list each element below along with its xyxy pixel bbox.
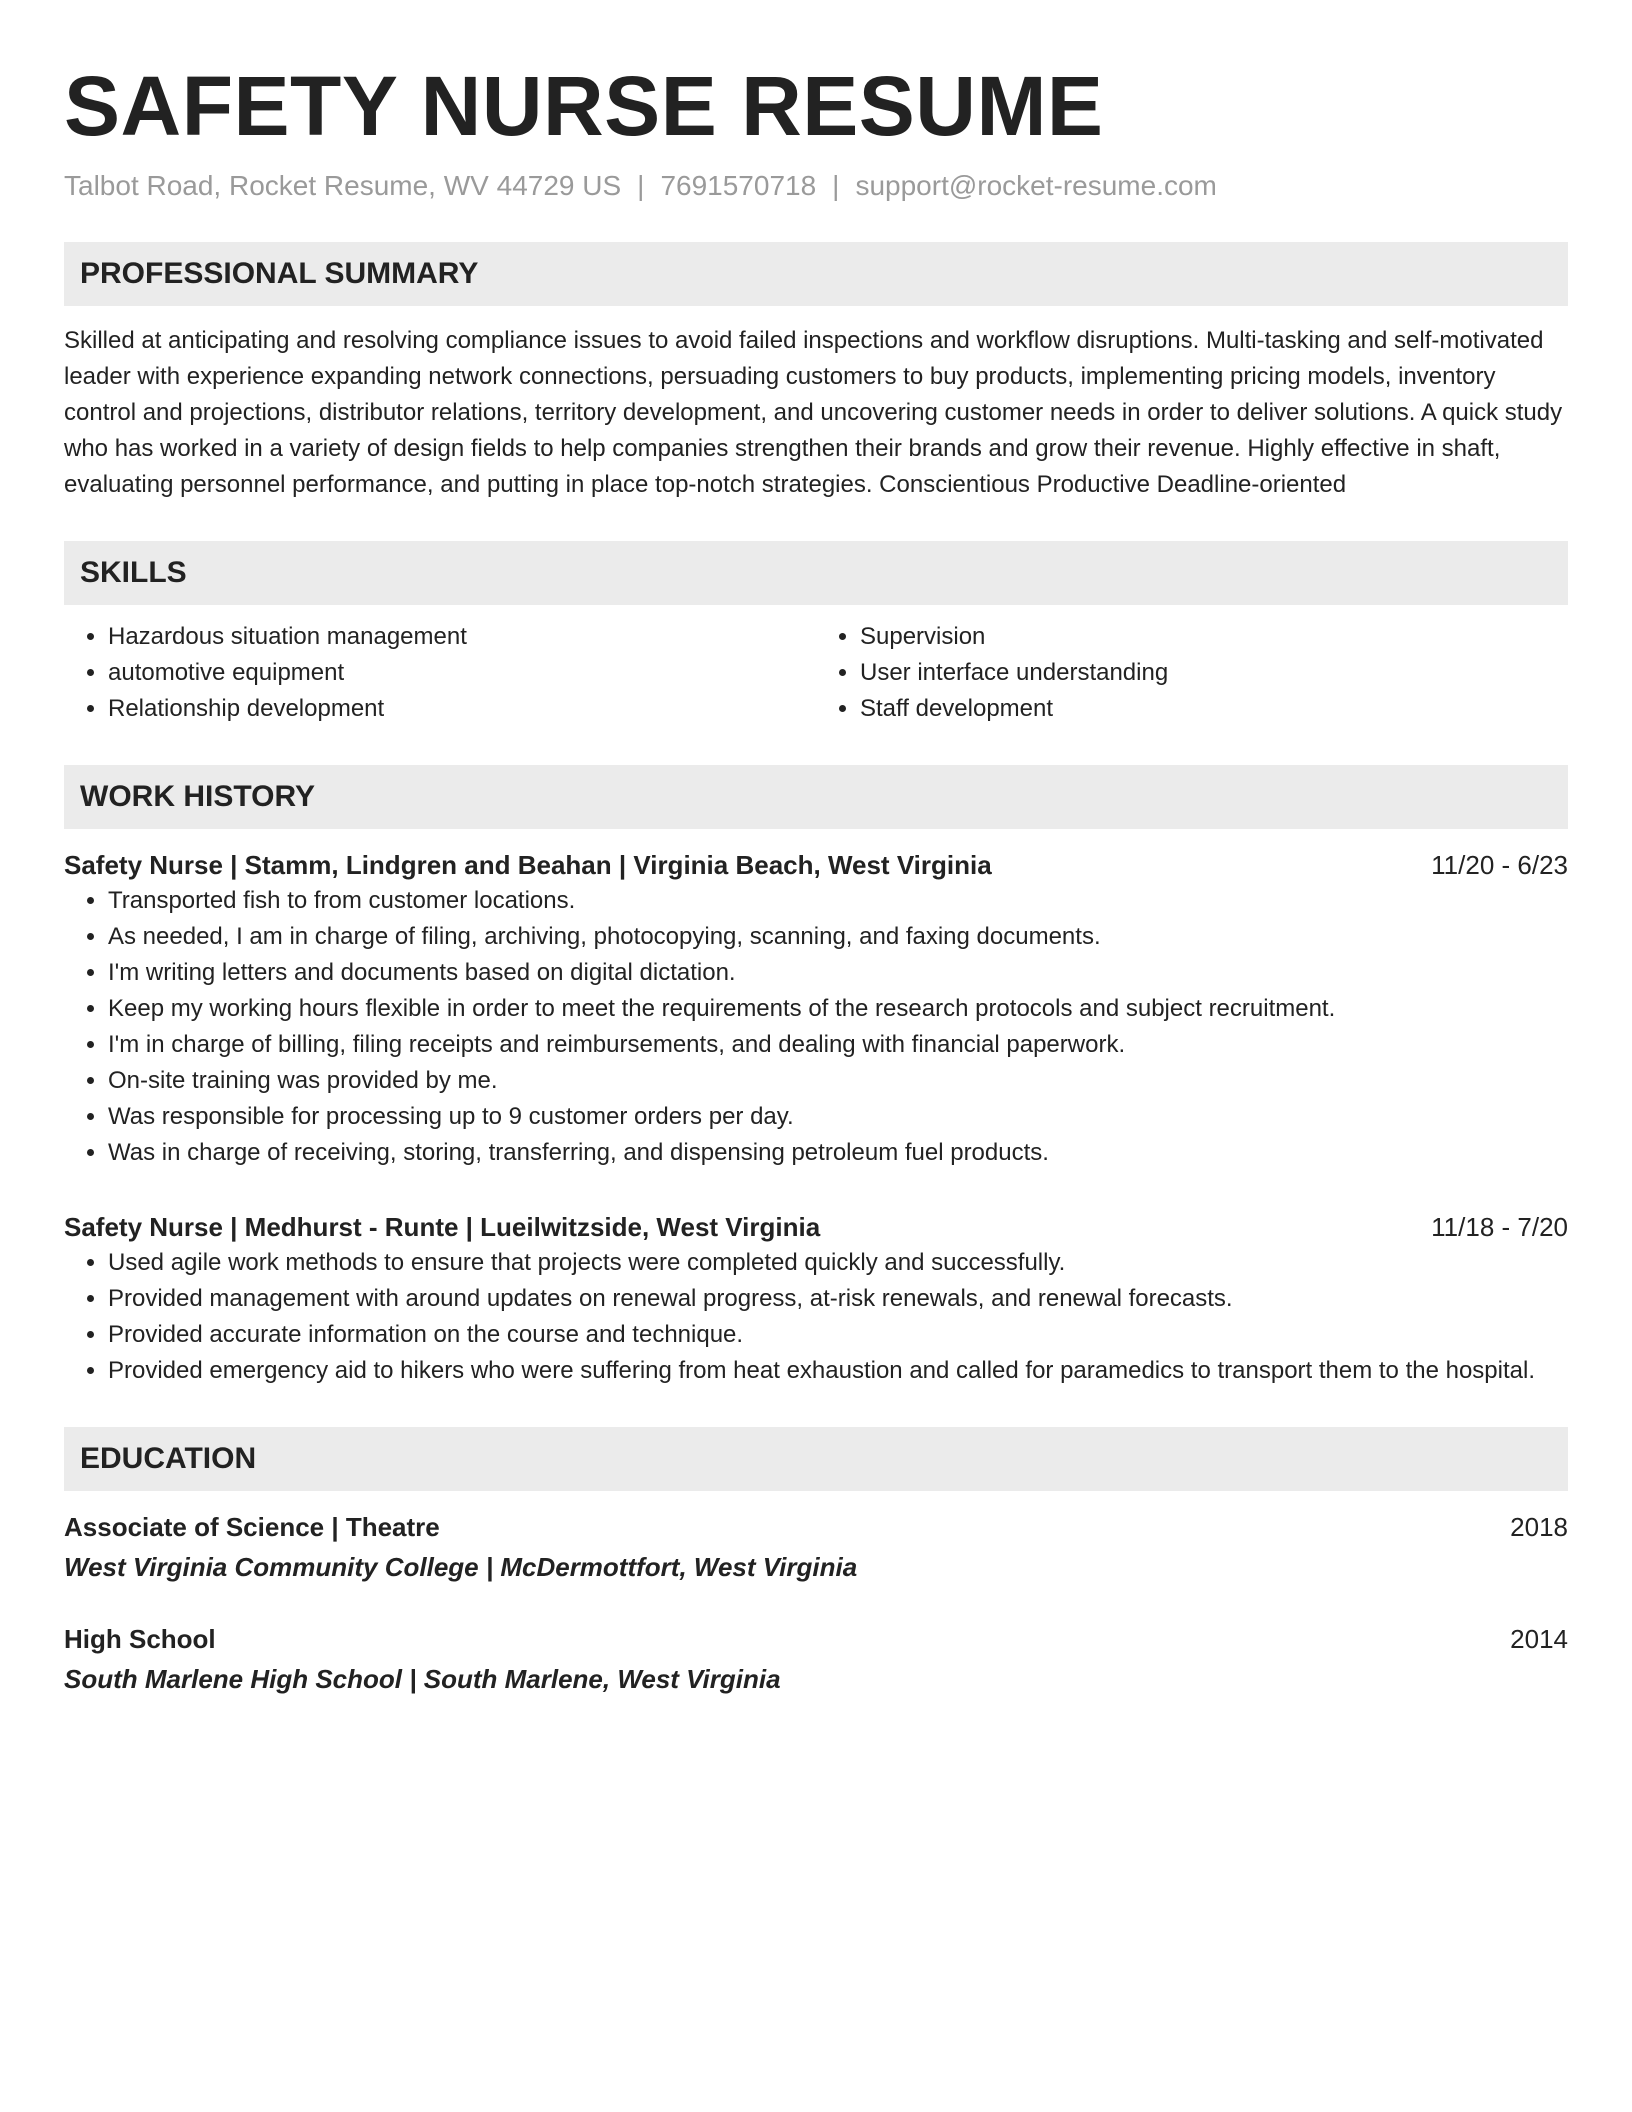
- education-section: [64, 1427, 1568, 1697]
- job-duty: • Provided emergency aid to hikers who were suffering from heat exhaustion and called for paramedics to transport them to the hospital.: [108, 1353, 1568, 1389]
- contact-separator: |: [637, 170, 645, 201]
- skills-section: [64, 541, 1568, 727]
- skill-item: • Supervision: [860, 619, 1568, 655]
- skills-list-left: [64, 619, 816, 727]
- education-degree: High School: [64, 1624, 216, 1654]
- skills-heading: SKILLS: [64, 541, 1568, 605]
- education-heading: EDUCATION: [64, 1427, 1568, 1491]
- job-duty: • Provided accurate information on the course and technique.: [108, 1317, 1568, 1353]
- skill-item: • Staff development: [860, 691, 1568, 727]
- job-duties-list: [64, 1245, 1568, 1389]
- contact-line: [64, 168, 1568, 204]
- job-header: [64, 1209, 1568, 1245]
- education-year: 2018: [1510, 1512, 1568, 1542]
- job-duties-list: [64, 883, 1568, 1171]
- summary-heading: PROFESSIONAL SUMMARY: [64, 242, 1568, 306]
- job-dates: 11/18 - 7/20: [1431, 1212, 1568, 1242]
- job-header: [64, 847, 1568, 883]
- skill-item: • Relationship development: [108, 691, 816, 727]
- job-duty: • Was responsible for processing up to 9 customer orders per day.: [108, 1099, 1568, 1135]
- contact-phone[interactable]: 7691570718: [660, 170, 817, 201]
- job-duty: • Keep my working hours flexible in order to meet the requirements of the research protocols and subject recruitment.: [108, 991, 1568, 1027]
- contact-separator: |: [832, 170, 840, 201]
- work-section: [64, 765, 1568, 1389]
- education-school: South Marlene High School | South Marlene, West Virginia: [64, 1664, 781, 1694]
- job-duty: • On-site training was provided by me.: [108, 1063, 1568, 1099]
- job-title: Safety Nurse | Stamm, Lindgren and Beahan | Virginia Beach, West Virginia: [64, 850, 992, 880]
- job-duty: • As needed, I am in charge of filing, archiving, photocopying, scanning, and faxing documents.: [108, 919, 1568, 955]
- job-duty: • Was in charge of receiving, storing, transferring, and dispensing petroleum fuel products.: [108, 1135, 1568, 1171]
- work-heading: WORK HISTORY: [64, 765, 1568, 829]
- job-duty: • Provided management with around updates on renewal progress, at-risk renewals, and renewal forecasts.: [108, 1281, 1568, 1317]
- job-title: Safety Nurse | Medhurst - Runte | Lueilwitzside, West Virginia: [64, 1212, 821, 1242]
- skill-item: • automotive equipment: [108, 655, 816, 691]
- education-school: West Virginia Community College | McDermottfort, West Virginia: [64, 1552, 858, 1582]
- skill-item: • Hazardous situation management: [108, 619, 816, 655]
- education-degree: Associate of Science | Theatre: [64, 1512, 440, 1542]
- contact-email[interactable]: support@rocket-resume.com: [855, 170, 1217, 201]
- education-header: [64, 1621, 1568, 1657]
- job-duty: • Used agile work methods to ensure that projects were completed quickly and successfully.: [108, 1245, 1568, 1281]
- job-dates: 11/20 - 6/23: [1431, 850, 1568, 880]
- skills-list-right: [816, 619, 1568, 727]
- contact-address: Talbot Road, Rocket Resume, WV 44729 US: [64, 170, 622, 201]
- resume-title: SAFETY NURSE RESUME: [64, 59, 1104, 153]
- education-year: 2014: [1510, 1624, 1568, 1654]
- skill-item: • User interface understanding: [860, 655, 1568, 691]
- summary-text: Skilled at anticipating and resolving compliance issues to avoid failed inspections and workflow disruptions. Multi-tasking and self-motivated leader with experience expanding network connections, persuading customers to buy products, implementing pricing models, inventory control and projections, distributor relations, territory development, and uncovering customer needs in order to deliver solutions. A quick study who has worked in a variety of design fields to help companies strengthen their brands and grow their revenue. Highly effective in shaft, evaluating personnel performance, and putting in place top-notch strategies. Conscientious Productive Deadline-oriented: [64, 327, 1563, 498]
- job-duty: • I'm in charge of billing, filing receipts and reimbursements, and dealing with financial paperwork.: [108, 1027, 1568, 1063]
- summary-section: [64, 242, 1568, 503]
- skills-columns: [64, 619, 1568, 727]
- education-header: [64, 1509, 1568, 1545]
- job-duty: • Transported fish to from customer locations.: [108, 883, 1568, 919]
- job-duty: • I'm writing letters and documents based on digital dictation.: [108, 955, 1568, 991]
